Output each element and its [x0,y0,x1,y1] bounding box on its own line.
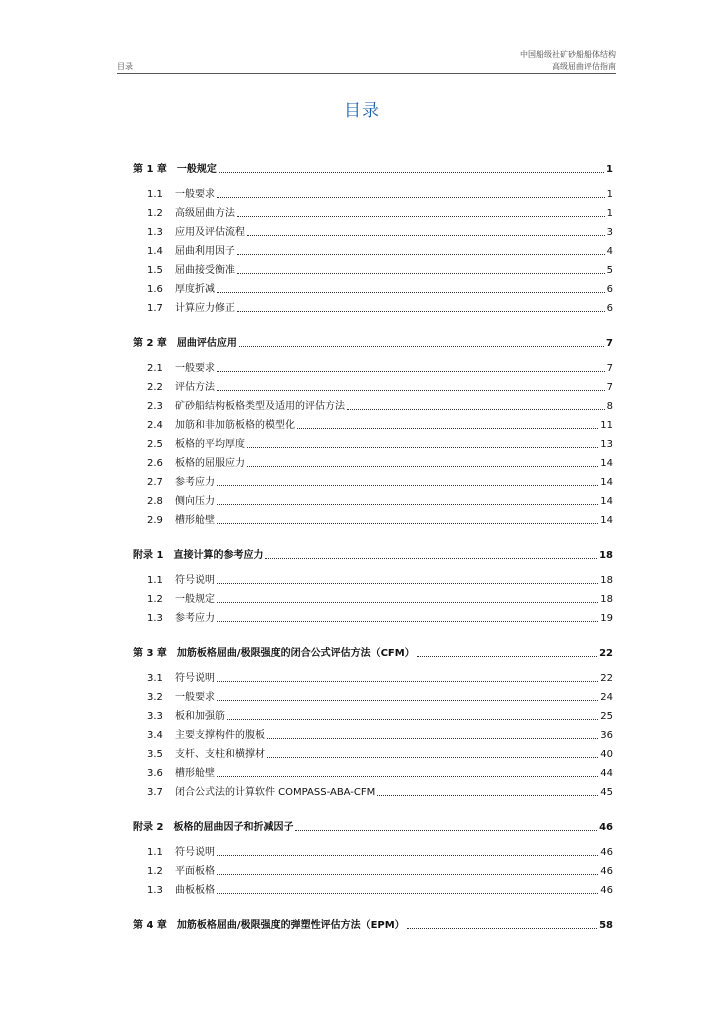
toc-page-number: 4 [606,246,613,257]
toc-page-number: 14 [600,515,613,526]
toc-dot-leader [217,390,605,391]
toc-section-entry[interactable] [133,766,613,780]
toc-page-number: 1 [606,189,613,200]
toc-page-number: 46 [599,822,613,833]
toc-page-number: 1 [606,164,613,175]
toc-entry-title: 曲板板格 [175,885,215,896]
toc-entry-number: 1.3 [147,885,163,896]
toc-entry-title: 直接计算的参考应力 [173,550,264,561]
toc-entry-number: 第 2 章 [133,338,167,349]
toc-entry-number: 附录 2 [133,822,164,833]
toc-dot-leader [237,216,605,217]
toc-entry-title: 槽形舱壁 [175,768,215,779]
toc-page-number: 46 [600,885,613,896]
toc-entry-title: 符号说明 [175,847,215,858]
toc-section-entry[interactable] [133,785,613,799]
toc-dot-leader [217,681,598,682]
toc-entry-number: 1.7 [147,303,163,314]
toc-section-entry[interactable] [133,361,613,375]
toc-entry-title: 一般要求 [175,189,215,200]
toc-section-entry[interactable] [133,864,613,878]
toc-dot-leader [217,855,598,856]
toc-entry-number: 2.1 [147,363,163,374]
toc-entry-number: 3.7 [147,787,163,798]
toc-page-number: 7 [606,382,613,393]
toc-dot-leader [227,719,598,720]
toc-section-entry[interactable] [133,475,613,489]
toc-entry-title: 厚度折减 [175,284,215,295]
toc-entry-title: 板和加强筋 [175,711,225,722]
toc-section-entry[interactable] [133,845,613,859]
toc-page-number: 7 [606,338,613,349]
toc-section-entry[interactable] [133,671,613,685]
toc-entry-number: 2.2 [147,382,163,393]
toc-entry-title: 加筋板格屈曲/极限强度的闭合公式评估方法（CFM） [176,648,415,659]
toc-page-number: 14 [600,458,613,469]
toc-entry-number: 1.2 [147,866,163,877]
toc-entry-number: 1.6 [147,284,163,295]
toc-entry-number: 1.2 [147,594,163,605]
toc-dot-leader [217,874,598,875]
toc-dot-leader [247,466,598,467]
toc-entry-title: 符号说明 [175,575,215,586]
toc-dot-leader [217,485,598,486]
toc-entry-number: 1.3 [147,613,163,624]
toc-page-number: 11 [600,420,613,431]
toc-section-entry[interactable] [133,690,613,704]
toc-section-entry[interactable] [133,494,613,508]
toc-entry-number: 2.5 [147,439,163,450]
toc-entry-title: 槽形舱壁 [175,515,215,526]
toc-dot-leader [217,523,598,524]
toc-page-number: 14 [600,496,613,507]
toc-entry-title: 计算应力修正 [175,303,235,314]
toc-page-number: 36 [600,730,613,741]
toc-dot-leader [265,558,597,559]
toc-entry-number: 1.3 [147,227,163,238]
toc-page-number: 18 [600,594,613,605]
toc-section-entry[interactable] [133,206,613,220]
toc-page-number: 46 [600,866,613,877]
header-section-label: 目录 [117,62,133,71]
toc-page-number: 45 [600,787,613,798]
toc-entry-number: 3.4 [147,730,163,741]
toc-dot-leader [237,273,605,274]
toc-dot-leader [217,371,605,372]
toc-section-entry[interactable] [133,883,613,897]
toc-entry-number: 3.2 [147,692,163,703]
page-title: 目录 [344,101,380,121]
toc-entry-title: 板格的屈曲因子和折减因子 [173,822,294,833]
toc-dot-leader [217,602,598,603]
toc-entry-number: 第 3 章 [133,648,167,659]
toc-chapter-entry[interactable] [133,548,613,562]
toc-entry-number: 第 1 章 [133,164,167,175]
toc-chapter-entry[interactable] [133,918,613,932]
toc-page-number: 22 [599,648,613,659]
toc-page-number: 1 [606,208,613,219]
toc-chapter-entry[interactable] [133,646,613,660]
toc-page-number: 3 [606,227,613,238]
toc-page-number: 6 [606,303,613,314]
toc-entry-title: 一般要求 [175,692,215,703]
toc-page-number: 19 [600,613,613,624]
toc-section-entry[interactable] [133,399,613,413]
toc-section-entry[interactable] [133,244,613,258]
toc-entry-number: 2.3 [147,401,163,412]
toc-entry-title: 屈曲评估应用 [176,338,237,349]
toc-dot-leader [217,197,605,198]
toc-entry-title: 一般要求 [175,363,215,374]
toc-entry-title: 评估方法 [175,382,215,393]
toc-section-entry[interactable] [133,456,613,470]
toc-dot-leader [217,292,605,293]
toc-page-number: 46 [600,847,613,858]
toc-entry-number: 3.6 [147,768,163,779]
toc-section-entry[interactable] [133,728,613,742]
toc-section-entry[interactable] [133,301,613,315]
toc-page-number: 6 [606,284,613,295]
toc-entry-title: 应用及评估流程 [175,227,245,238]
toc-entry-number: 1.4 [147,246,163,257]
toc-entry-number: 3.3 [147,711,163,722]
toc-dot-leader [217,893,598,894]
toc-entry-title: 主要支撑构件的腹板 [175,730,265,741]
toc-page-number: 7 [606,363,613,374]
toc-entry-number: 3.1 [147,673,163,684]
toc-section-entry[interactable] [133,380,613,394]
toc-dot-leader [219,172,604,173]
toc-entry-title: 参考应力 [175,613,215,624]
toc-section-entry[interactable] [133,225,613,239]
toc-page-number: 8 [606,401,613,412]
toc-dot-leader [407,928,597,929]
toc-entry-number: 1.1 [147,189,163,200]
toc-page-number: 22 [600,673,613,684]
toc-page-number: 24 [600,692,613,703]
header-title-line1: 中国船级社矿砂船船体结构 [520,50,616,59]
toc-entry-number: 1.2 [147,208,163,219]
toc-dot-leader [247,235,605,236]
toc-dot-leader [237,311,605,312]
toc-section-entry[interactable] [133,709,613,723]
toc-entry-number: 2.7 [147,477,163,488]
toc-dot-leader [239,346,604,347]
toc-entry-title: 加筋板格屈曲/极限强度的弹塑性评估方法（EPM） [176,920,405,931]
toc-entry-number: 3.5 [147,749,163,760]
toc-page-number: 44 [600,768,613,779]
toc-entry-title: 参考应力 [175,477,215,488]
toc-entry-title: 侧向压力 [175,496,215,507]
header-divider [117,73,616,74]
toc-page-number: 14 [600,477,613,488]
header-title-line2: 高级屈曲评估指南 [552,62,616,71]
toc-chapter-entry[interactable] [133,162,613,176]
toc-section-entry[interactable] [133,573,613,587]
toc-page-number: 5 [606,265,613,276]
toc-entry-number: 2.4 [147,420,163,431]
toc-entry-number: 1.1 [147,847,163,858]
toc-entry-number: 附录 1 [133,550,164,561]
toc-page-number: 40 [600,749,613,760]
toc-section-entry[interactable] [133,513,613,527]
toc-entry-title: 屈曲利用因子 [175,246,235,257]
toc-page-number: 18 [599,550,613,561]
toc-dot-leader [267,738,598,739]
toc-entry-title: 加筋和非加筋板格的模型化 [175,420,295,431]
toc-section-entry[interactable] [133,263,613,277]
toc-dot-leader [417,656,597,657]
toc-section-entry[interactable] [133,437,613,451]
toc-page-number: 25 [600,711,613,722]
toc-dot-leader [295,830,597,831]
toc-dot-leader [377,795,598,796]
toc-entry-title: 符号说明 [175,673,215,684]
toc-section-entry[interactable] [133,747,613,761]
toc-section-entry[interactable] [133,418,613,432]
toc-dot-leader [217,776,598,777]
toc-entry-number: 2.8 [147,496,163,507]
toc-entry-title: 闭合公式法的计算软件 COMPASS-ABA-CFM [175,787,376,798]
toc-dot-leader [217,621,598,622]
toc-entry-title: 平面板格 [175,866,215,877]
toc-entry-number: 1.5 [147,265,163,276]
toc-dot-leader [247,447,598,448]
toc-page-number: 58 [599,920,613,931]
toc-dot-leader [267,757,598,758]
toc-page-number: 18 [600,575,613,586]
toc-dot-leader [217,583,598,584]
toc-dot-leader [347,409,605,410]
header-document-title [520,49,616,73]
toc-dot-leader [217,504,598,505]
toc-section-entry[interactable] [133,592,613,606]
toc-entry-title: 矿砂船结构板格类型及适用的评估方法 [175,401,345,412]
toc-dot-leader [237,254,605,255]
toc-section-entry[interactable] [133,282,613,296]
toc-dot-leader [297,428,598,429]
toc-entry-title: 屈曲接受衡准 [175,265,235,276]
toc-entry-number: 2.9 [147,515,163,526]
toc-entry-title: 板格的平均厚度 [175,439,245,450]
toc-entry-number: 1.1 [147,575,163,586]
toc-chapter-entry[interactable] [133,336,613,350]
toc-chapter-entry[interactable] [133,820,613,834]
toc-entry-title: 高级屈曲方法 [175,208,235,219]
toc-section-entry[interactable] [133,187,613,201]
toc-page-number: 13 [600,439,613,450]
toc-entry-number: 第 4 章 [133,920,167,931]
toc-section-entry[interactable] [133,611,613,625]
toc-entry-title: 板格的屈服应力 [175,458,245,469]
toc-entry-number: 2.6 [147,458,163,469]
toc-entry-title: 一般规定 [175,594,215,605]
toc-entry-title: 一般规定 [176,164,217,175]
toc-entry-title: 支杆、支柱和横撑材 [175,749,265,760]
toc-dot-leader [217,700,598,701]
